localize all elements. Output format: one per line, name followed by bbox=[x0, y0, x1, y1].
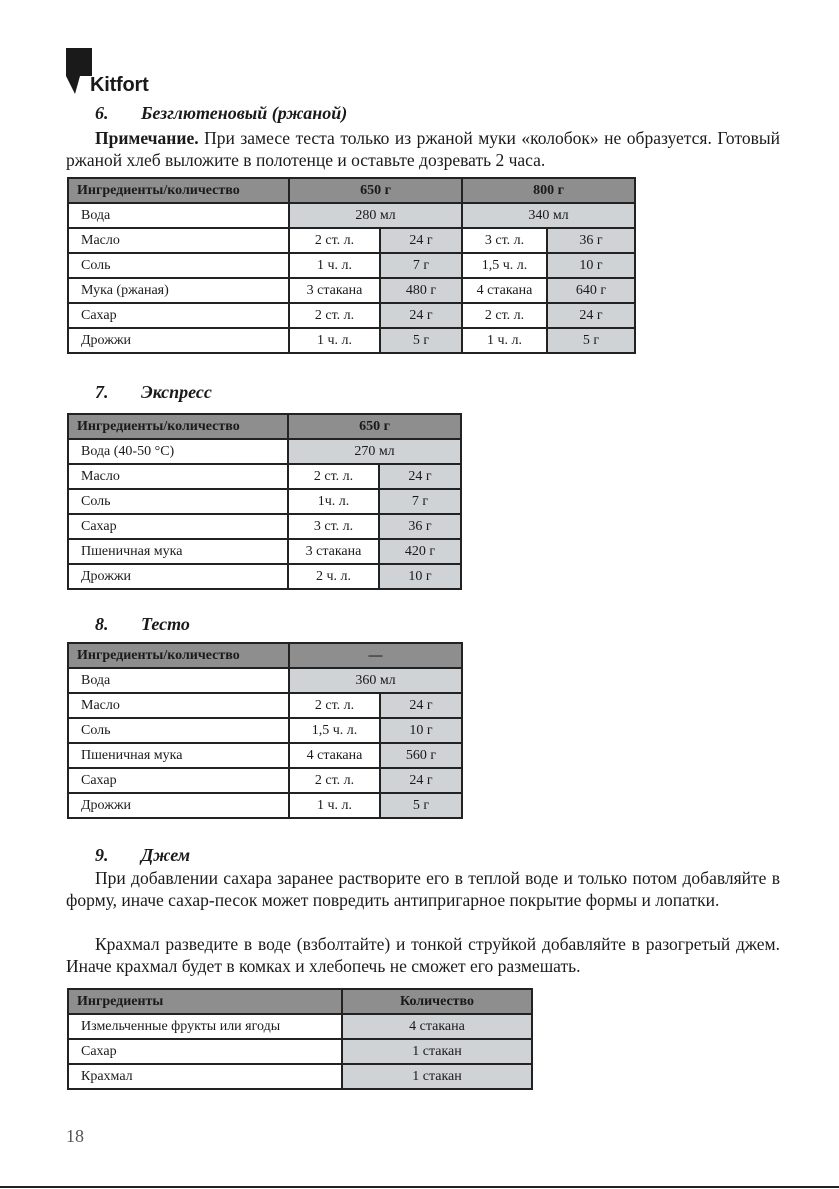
weight: 24 г bbox=[379, 464, 461, 489]
quantity: 1 стакан bbox=[342, 1064, 532, 1089]
weight: 10 г bbox=[379, 564, 461, 589]
ingredient-name: Масло bbox=[68, 228, 289, 253]
section-8-heading bbox=[95, 614, 190, 635]
table-header-row bbox=[68, 643, 462, 668]
section-8-number: 8. bbox=[95, 614, 109, 634]
table-row bbox=[68, 1014, 532, 1039]
table-row bbox=[68, 718, 462, 743]
measure-650: 2 ст. л. bbox=[289, 228, 380, 253]
section-6-title: Безглютеновый (ржаной) bbox=[141, 103, 348, 123]
section-6-note bbox=[66, 127, 780, 171]
table-row bbox=[68, 693, 462, 718]
section-6-heading bbox=[95, 103, 347, 124]
header-800: 800 г bbox=[462, 178, 635, 203]
table-row bbox=[68, 1064, 532, 1089]
table-express bbox=[67, 413, 462, 590]
table-row bbox=[68, 253, 635, 278]
ingredient-name: Соль bbox=[68, 718, 289, 743]
measure-800: 2 ст. л. bbox=[462, 303, 547, 328]
weight-650: 24 г bbox=[380, 228, 462, 253]
ingredient-name: Мука (ржаная) bbox=[68, 278, 289, 303]
note-label: Примечание. bbox=[95, 128, 199, 148]
measure-800: 1 ч. л. bbox=[462, 328, 547, 353]
section-9-paragraph-1: При добавлении сахара заранее растворите его в теплой воде и только потом добавляйте в форму, иначе сахар-песок может повредить антипригарное покрытие формы и лопатки. bbox=[66, 868, 780, 910]
measure-650: 1 ч. л. bbox=[289, 253, 380, 278]
measure-650: 2 ст. л. bbox=[289, 303, 380, 328]
table-row bbox=[68, 768, 462, 793]
measure: 1ч. л. bbox=[288, 489, 379, 514]
table-header-row bbox=[68, 414, 461, 439]
section-6-number: 6. bbox=[95, 103, 109, 123]
section-9-title: Джем bbox=[141, 845, 191, 865]
bottom-divider bbox=[0, 1186, 839, 1188]
ingredient-name: Вода (40-50 °С) bbox=[68, 439, 288, 464]
header-amount: — bbox=[289, 643, 462, 668]
table-row bbox=[68, 228, 635, 253]
header-ingredients: Ингредиенты/количество bbox=[68, 178, 289, 203]
table-row bbox=[68, 203, 635, 228]
weight: 420 г bbox=[379, 539, 461, 564]
ingredient-name: Сахар bbox=[68, 303, 289, 328]
weight-650: 24 г bbox=[380, 303, 462, 328]
ingredient-name: Вода bbox=[68, 203, 289, 228]
table-row bbox=[68, 278, 635, 303]
amount-650: 280 мл bbox=[289, 203, 462, 228]
quantity: 4 стакана bbox=[342, 1014, 532, 1039]
ingredient-name: Дрожжи bbox=[68, 328, 289, 353]
ingredient-name: Крахмал bbox=[68, 1064, 342, 1089]
weight: 5 г bbox=[380, 793, 462, 818]
ingredient-name: Масло bbox=[68, 464, 288, 489]
section-9-number: 9. bbox=[95, 845, 109, 865]
measure: 3 стакана bbox=[288, 539, 379, 564]
amount-650: 270 мл bbox=[288, 439, 461, 464]
section-9-heading bbox=[95, 845, 190, 866]
table-row bbox=[68, 539, 461, 564]
weight-650: 480 г bbox=[380, 278, 462, 303]
table-row bbox=[68, 464, 461, 489]
weight: 10 г bbox=[380, 718, 462, 743]
ingredient-name: Сахар bbox=[68, 514, 288, 539]
section-7-heading bbox=[95, 382, 212, 403]
header-quantity: Количество bbox=[342, 989, 532, 1014]
header-ingredients: Ингредиенты/количество bbox=[68, 643, 289, 668]
quantity: 1 стакан bbox=[342, 1039, 532, 1064]
kitfort-logo-icon bbox=[66, 48, 92, 94]
weight: 24 г bbox=[380, 693, 462, 718]
measure: 3 ст. л. bbox=[288, 514, 379, 539]
ingredient-name: Сахар bbox=[68, 1039, 342, 1064]
weight-800: 36 г bbox=[547, 228, 635, 253]
table-header-row bbox=[68, 178, 635, 203]
table-header-row bbox=[68, 989, 532, 1014]
section-7-title: Экспресс bbox=[141, 382, 212, 402]
weight-800: 640 г bbox=[547, 278, 635, 303]
measure: 4 стакана bbox=[289, 743, 380, 768]
weight-650: 7 г bbox=[380, 253, 462, 278]
table-row bbox=[68, 1039, 532, 1064]
measure: 2 ст. л. bbox=[289, 768, 380, 793]
ingredient-name: Измельченные фрукты или ягоды bbox=[68, 1014, 342, 1039]
measure: 1,5 ч. л. bbox=[289, 718, 380, 743]
weight-800: 10 г bbox=[547, 253, 635, 278]
measure-800: 3 ст. л. bbox=[462, 228, 547, 253]
table-row bbox=[68, 303, 635, 328]
table-row bbox=[68, 564, 461, 589]
weight: 24 г bbox=[380, 768, 462, 793]
brand-name: Kitfort bbox=[90, 74, 149, 96]
ingredient-name: Соль bbox=[68, 253, 289, 278]
weight-800: 24 г bbox=[547, 303, 635, 328]
note-text: При замесе теста только из ржаной муки «колобок» не образуется. Готовый ржаной хлеб выложите в полотенце и оставьте дозревать 2 часа. bbox=[66, 128, 780, 170]
measure: 2 ч. л. bbox=[288, 564, 379, 589]
table-row bbox=[68, 489, 461, 514]
ingredient-name: Соль bbox=[68, 489, 288, 514]
measure: 1 ч. л. bbox=[289, 793, 380, 818]
header-650: 650 г bbox=[288, 414, 461, 439]
weight: 36 г bbox=[379, 514, 461, 539]
ingredient-name: Дрожжи bbox=[68, 793, 289, 818]
header-ingredients: Ингредиенты/количество bbox=[68, 414, 288, 439]
section-8-title: Тесто bbox=[141, 614, 190, 634]
measure-800: 1,5 ч. л. bbox=[462, 253, 547, 278]
ingredient-name: Масло bbox=[68, 693, 289, 718]
measure-800: 4 стакана bbox=[462, 278, 547, 303]
measure-650: 3 стакана bbox=[289, 278, 380, 303]
section-9-paragraph-2: Крахмал разведите в воде (взболтайте) и тонкой струйкой добавляйте в разогретый джем. Иначе крахмал будет в комках и хлебопечь не сможет его размешать. bbox=[66, 934, 780, 976]
weight-800: 5 г bbox=[547, 328, 635, 353]
measure-650: 1 ч. л. bbox=[289, 328, 380, 353]
weight-650: 5 г bbox=[380, 328, 462, 353]
table-row bbox=[68, 514, 461, 539]
amount: 360 мл bbox=[289, 668, 462, 693]
table-jam bbox=[67, 988, 533, 1090]
table-dough bbox=[67, 642, 463, 819]
ingredient-name: Дрожжи bbox=[68, 564, 288, 589]
ingredient-name: Вода bbox=[68, 668, 289, 693]
page-number: 18 bbox=[66, 1126, 84, 1146]
amount-800: 340 мл bbox=[462, 203, 635, 228]
table-row bbox=[68, 793, 462, 818]
measure: 2 ст. л. bbox=[289, 693, 380, 718]
table-row bbox=[68, 439, 461, 464]
table-row bbox=[68, 743, 462, 768]
header-ingredients: Ингредиенты bbox=[68, 989, 342, 1014]
measure: 2 ст. л. bbox=[288, 464, 379, 489]
table-row bbox=[68, 328, 635, 353]
header-650: 650 г bbox=[289, 178, 462, 203]
weight: 560 г bbox=[380, 743, 462, 768]
ingredient-name: Пшеничная мука bbox=[68, 743, 289, 768]
ingredient-name: Пшеничная мука bbox=[68, 539, 288, 564]
ingredient-name: Сахар bbox=[68, 768, 289, 793]
section-7-number: 7. bbox=[95, 382, 109, 402]
table-row bbox=[68, 668, 462, 693]
weight: 7 г bbox=[379, 489, 461, 514]
table-rye-bread bbox=[67, 177, 636, 354]
